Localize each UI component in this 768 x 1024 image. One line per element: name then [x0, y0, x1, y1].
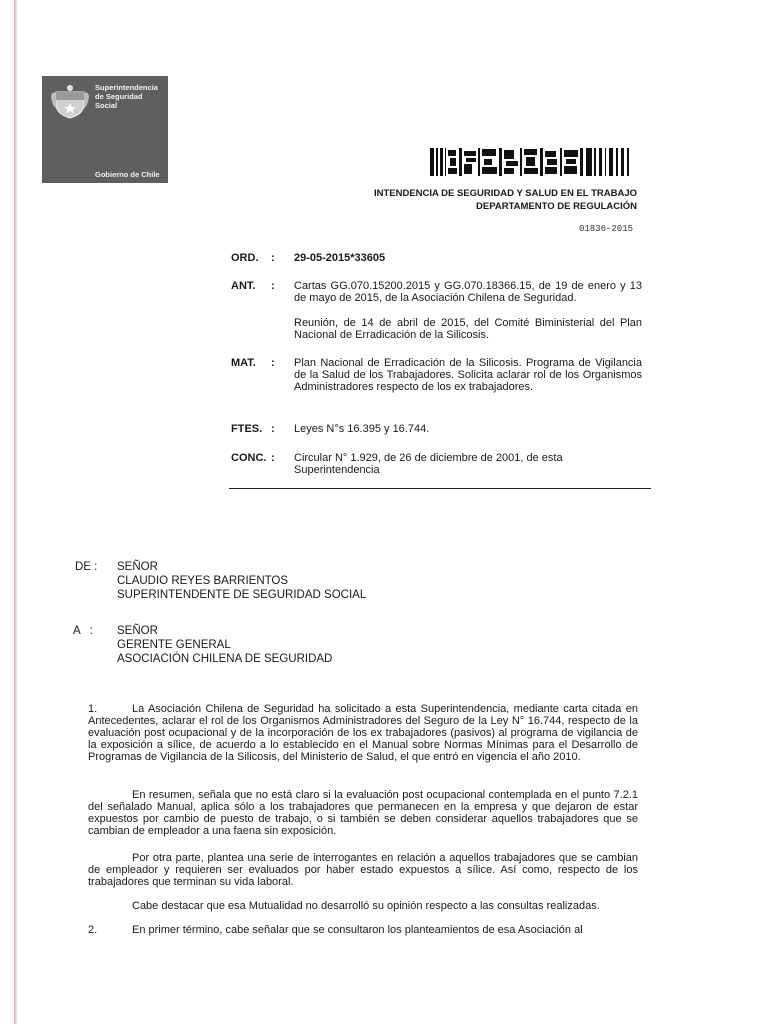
conc-colon: : — [271, 452, 275, 464]
ord-colon: : — [271, 252, 275, 264]
paragraph-1-number: 1. — [88, 703, 98, 715]
paragraph-5: En primer término, cabe señalar que se consultaron los planteamientos de esa Asociación al — [132, 924, 583, 936]
paragraph-3: Por otra parte, plantea una serie de interrogantes en relación a aquellos trabajadores que se cambian de empleador y requieren ser evaluados por haber estado expuestos a sílice. Así como, respecto de los trabajadores que terminan su vida laboral. — [88, 852, 638, 888]
recipient-line-1: SEÑOR — [117, 625, 158, 637]
paragraph-5-number: 2. — [88, 924, 98, 936]
folio-number: 01836-2015 — [578, 224, 633, 234]
paragraph-2: En resumen, señala que no está claro si la evaluación post ocupacional contemplada en el punto 7.2.1 del señalado Manual, aplica sólo a los trabajadores que permanecen en la empresa y que dejaron de estar expuestos por cambio de puesto de trabajo, o si también se deben considerar aquellos trabajadores que se cambian de empleador a una faena sin exposición. — [88, 789, 638, 837]
department-line-2: DEPARTAMENTO DE REGULACIÓN — [476, 201, 637, 212]
sender-line-3: SUPERINTENDENTE DE SEGURIDAD SOCIAL — [117, 589, 367, 601]
ord-value: 29-05-2015*33605 — [294, 252, 386, 264]
ftes-colon: : — [271, 423, 275, 435]
ant-value: Cartas GG.070.15200.2015 y GG.070.18366.15, de 19 de enero y 13 de mayo de 2015, de la Asociación Chilena de Seguridad. — [294, 280, 642, 305]
letterhead-org-line-1: Superintendencia — [95, 83, 158, 92]
ant-label: ANT. — [231, 280, 256, 292]
mat-value: Plan Nacional de Erradicación de la Silicosis. Programa de Vigilancia de la Salud de los Trabajadores. Solicita aclarar rol de los Organismos Administradores respecto de los ex trabajadores. — [294, 357, 642, 394]
sender-line-2: CLAUDIO REYES BARRIENTOS — [117, 575, 289, 587]
coat-of-arms-icon — [50, 84, 90, 120]
ord-label: ORD. — [231, 252, 259, 264]
mat-label: MAT. — [231, 357, 256, 369]
recipient-line-3: ASOCIACIÓN CHILENA DE SEGURIDAD — [117, 653, 333, 665]
recipient-label: A : — [73, 625, 93, 637]
paragraph-4: Cabe destacar que esa Mutualidad no desarrolló su opinión respecto a las consultas realizadas. — [132, 900, 600, 912]
letterhead-org-line-2: de Seguridad — [95, 92, 143, 101]
letterhead-org-line-3: Social — [95, 101, 118, 110]
ant-value-2: Reunión, de 14 de abril de 2015, del Comité Biministerial del Plan Nacional de Erradicación de la Silicosis. — [294, 317, 642, 342]
department-line-1: INTENDENCIA DE SEGURIDAD Y SALUD EN EL TRABAJO — [373, 188, 637, 199]
letterhead-government: Gobierno de Chile — [95, 170, 160, 179]
mat-colon: : — [271, 357, 275, 369]
sender-label: DE : — [75, 561, 98, 573]
barcode — [430, 148, 630, 176]
ftes-value: Leyes N°s 16.395 y 16.744. — [294, 423, 430, 435]
conc-value: Circular N° 1.929, de 26 de diciembre de 2001, de esta Superintendencia — [294, 452, 563, 477]
ftes-label: FTES. — [231, 423, 263, 435]
ant-colon: : — [271, 280, 275, 292]
letterhead-logo — [42, 76, 168, 183]
recipient-line-2: GERENTE GENERAL — [117, 639, 231, 651]
conc-label: CONC. — [231, 452, 267, 464]
sender-line-1: SEÑOR — [117, 561, 158, 573]
paragraph-1: La Asociación Chilena de Seguridad ha solicitado a esta Superintendencia, mediante carta citada en Antecedentes, aclarar el rol de los Organismos Administradores del Seguro de la Ley N° 16.744, respecto de la evaluación post ocupacional y de la incorporación de los ex trabajadores (pasivos) al programa de vigilancia de la exposición a sílice, de acuerdo a lo establecido en el Manual sobre Normas Mínimas para el Desarrollo de Programas de Vigilancia de la Silicosis, del Ministerio de Salud, el que entró en vigencia el año 2010. — [88, 703, 638, 763]
header-divider — [229, 488, 651, 489]
page-edge — [14, 0, 18, 1024]
